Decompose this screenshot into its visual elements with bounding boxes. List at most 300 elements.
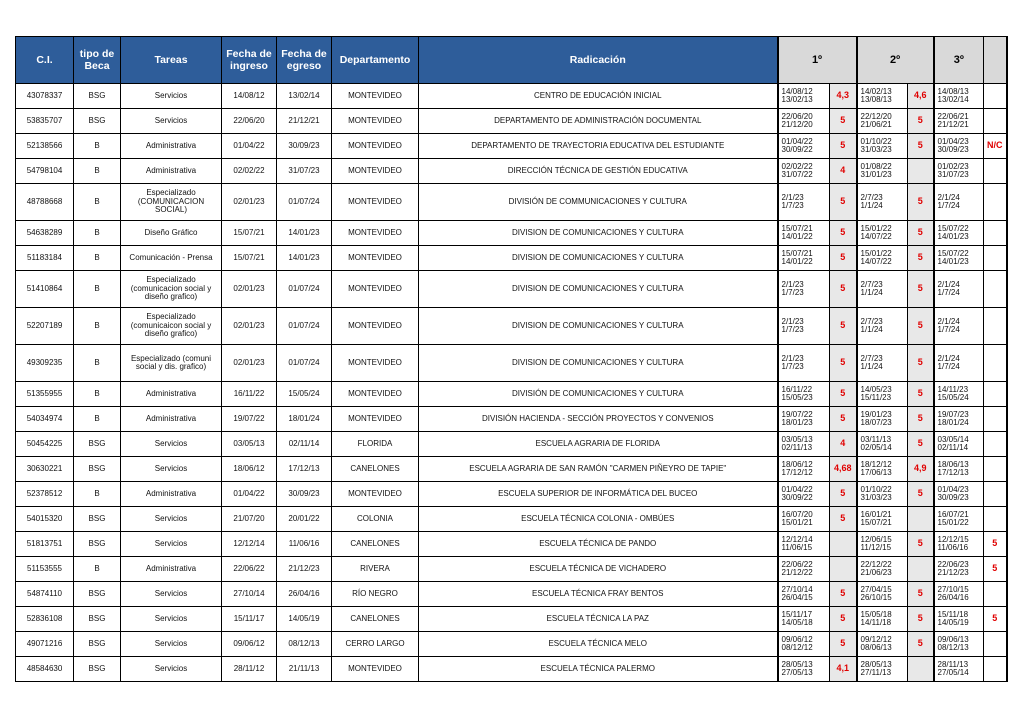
header-period-3: 3º [934, 37, 984, 84]
period-3-score [984, 109, 1007, 134]
tipo-beca-cell: B [74, 184, 121, 221]
period-3-dates [934, 134, 984, 159]
period-start: 2/7/23 [860, 279, 883, 289]
ci-cell: 30630221 [16, 457, 74, 482]
departamento-cell: MONTEVIDEO [332, 482, 419, 507]
radicacion-cell: DIVISIÓN HACIENDA - SECCIÓN PROYECTOS Y CONVENIOS [419, 407, 778, 432]
period-2-score [908, 159, 934, 184]
tareas-cell: Administrativa [121, 557, 222, 582]
period-2-score [908, 657, 934, 682]
fecha-ingreso-cell: 22/06/22 [222, 557, 277, 582]
fecha-egreso-cell: 13/02/14 [277, 84, 332, 109]
period-end: 08/12/13 [937, 643, 969, 652]
tipo-beca-cell: B [74, 308, 121, 345]
period-end: 26/10/15 [860, 593, 892, 602]
period-3-dates [934, 507, 984, 532]
ci-cell: 52378512 [16, 482, 74, 507]
header-tareas: Tareas [121, 37, 222, 84]
period-3-score [984, 632, 1007, 657]
tareas-cell: Especializado (COMUNICACION SOCIAL) [121, 184, 222, 221]
period-start: 01/04/22 [781, 136, 813, 146]
period-1-dates [778, 221, 830, 246]
fecha-egreso-cell: 14/01/23 [277, 246, 332, 271]
period-2-score: 5 [908, 607, 934, 632]
period-2-dates [857, 557, 908, 582]
period-2-score: 5 [908, 382, 934, 407]
period-2-score [908, 507, 934, 532]
tareas-cell: Servicios [121, 457, 222, 482]
period-start: 15/11/18 [937, 609, 969, 619]
period-end: 1/7/23 [781, 325, 804, 334]
period-3-dates [934, 457, 984, 482]
table-row [16, 134, 1007, 159]
fecha-ingreso-cell: 02/02/22 [222, 159, 277, 184]
ci-cell: 54874110 [16, 582, 74, 607]
period-1-score: 5 [830, 632, 857, 657]
period-2-dates [857, 308, 908, 345]
period-start: 22/06/22 [781, 559, 813, 569]
tipo-beca-cell: BSG [74, 582, 121, 607]
period-start: 18/06/13 [937, 459, 969, 469]
period-3-dates [934, 632, 984, 657]
departamento-cell: CANELONES [332, 607, 419, 632]
period-end: 14/07/22 [860, 232, 892, 241]
period-start: 22/06/23 [937, 559, 969, 569]
tipo-beca-cell: B [74, 221, 121, 246]
period-end: 11/06/15 [781, 543, 813, 552]
fecha-egreso-cell: 01/07/24 [277, 308, 332, 345]
period-start: 12/06/15 [860, 534, 892, 544]
period-2-score [908, 557, 934, 582]
period-1-score: 4 [830, 159, 857, 184]
period-1-dates [778, 184, 830, 221]
period-1-score: 5 [830, 109, 857, 134]
fecha-egreso-cell: 01/07/24 [277, 184, 332, 221]
ci-cell: 51410864 [16, 271, 74, 308]
tipo-beca-cell: BSG [74, 657, 121, 682]
tareas-cell: Servicios [121, 632, 222, 657]
radicacion-cell: ESCUELA AGRARIA DE SAN RAMÓN "CARMEN PIÑEYRO DE TAPIE" [419, 457, 778, 482]
table-row [16, 507, 1007, 532]
fecha-ingreso-cell: 09/06/12 [222, 632, 277, 657]
tareas-cell: Servicios [121, 109, 222, 134]
period-3-dates [934, 657, 984, 682]
period-end: 21/12/22 [781, 568, 813, 577]
period-start: 28/05/13 [860, 659, 892, 669]
departamento-cell: RIVERA [332, 557, 419, 582]
departamento-cell: RÍO NEGRO [332, 582, 419, 607]
table-row [16, 482, 1007, 507]
departamento-cell: COLONIA [332, 507, 419, 532]
period-end: 21/06/23 [860, 568, 892, 577]
period-end: 14/01/23 [937, 232, 969, 241]
ci-cell: 51355955 [16, 382, 74, 407]
fecha-egreso-cell: 02/11/14 [277, 432, 332, 457]
period-start: 09/06/12 [781, 634, 813, 644]
tareas-cell: Servicios [121, 507, 222, 532]
tipo-beca-cell: BSG [74, 432, 121, 457]
ci-cell: 43078337 [16, 84, 74, 109]
table-row [16, 432, 1007, 457]
period-end: 11/06/16 [937, 543, 969, 552]
becas-table [15, 36, 1008, 682]
period-1-dates [778, 607, 830, 632]
period-3-dates [934, 407, 984, 432]
ci-cell: 53835707 [16, 109, 74, 134]
tipo-beca-cell: B [74, 246, 121, 271]
period-start: 02/02/22 [781, 161, 813, 171]
period-end: 13/02/13 [781, 95, 813, 104]
period-1-score: 5 [830, 582, 857, 607]
tipo-beca-cell: B [74, 557, 121, 582]
ci-cell: 48584630 [16, 657, 74, 682]
tareas-cell: Servicios [121, 532, 222, 557]
period-end: 31/03/23 [860, 493, 892, 502]
period-1-dates [778, 84, 830, 109]
tipo-beca-cell: BSG [74, 607, 121, 632]
period-start: 15/07/21 [781, 248, 813, 258]
header-period-1: 1º [778, 37, 857, 84]
departamento-cell: MONTEVIDEO [332, 382, 419, 407]
period-end: 31/07/23 [937, 170, 969, 179]
period-end: 14/07/22 [860, 257, 892, 266]
radicacion-cell: ESCUELA TÉCNICA LA PAZ [419, 607, 778, 632]
period-2-score: 5 [908, 221, 934, 246]
period-end: 08/12/12 [781, 643, 813, 652]
radicacion-cell: ESCUELA TÉCNICA COLONIA - OMBÚES [419, 507, 778, 532]
period-end: 21/12/20 [781, 120, 813, 129]
period-start: 15/11/17 [781, 609, 813, 619]
fecha-ingreso-cell: 28/11/12 [222, 657, 277, 682]
period-end: 1/7/24 [937, 201, 960, 210]
departamento-cell: MONTEVIDEO [332, 308, 419, 345]
tipo-beca-cell: BSG [74, 507, 121, 532]
table-row [16, 271, 1007, 308]
table-row [16, 184, 1007, 221]
period-2-score: 5 [908, 134, 934, 159]
period-end: 27/05/13 [781, 668, 813, 677]
fecha-ingreso-cell: 15/07/21 [222, 221, 277, 246]
period-3-score [984, 457, 1007, 482]
period-start: 18/12/12 [860, 459, 892, 469]
departamento-cell: CANELONES [332, 532, 419, 557]
period-2-dates [857, 507, 908, 532]
fecha-egreso-cell: 08/12/13 [277, 632, 332, 657]
period-end: 14/11/18 [860, 618, 892, 627]
fecha-egreso-cell: 21/12/21 [277, 109, 332, 134]
period-end: 14/01/23 [937, 257, 969, 266]
tipo-beca-cell: B [74, 271, 121, 308]
period-end: 02/05/14 [860, 443, 892, 452]
period-end: 18/01/23 [781, 418, 813, 427]
fecha-egreso-cell: 17/12/13 [277, 457, 332, 482]
period-start: 01/08/22 [860, 161, 892, 171]
period-1-score [830, 532, 857, 557]
period-1-dates [778, 532, 830, 557]
period-1-score: 5 [830, 482, 857, 507]
fecha-ingreso-cell: 02/01/23 [222, 184, 277, 221]
period-end: 27/11/13 [860, 668, 892, 677]
fecha-egreso-cell: 30/09/23 [277, 134, 332, 159]
header-fecha-ingreso: Fecha de ingreso [222, 37, 277, 84]
fecha-ingreso-cell: 21/07/20 [222, 507, 277, 532]
ci-cell: 51153555 [16, 557, 74, 582]
period-start: 03/05/14 [937, 434, 969, 444]
tareas-cell: Servicios [121, 84, 222, 109]
departamento-cell: CANELONES [332, 457, 419, 482]
fecha-ingreso-cell: 02/01/23 [222, 308, 277, 345]
period-start: 2/1/23 [781, 353, 804, 363]
period-2-dates [857, 184, 908, 221]
period-start: 15/01/22 [860, 223, 892, 233]
period-start: 2/1/24 [937, 353, 960, 363]
fecha-ingreso-cell: 01/04/22 [222, 482, 277, 507]
period-3-dates [934, 271, 984, 308]
period-2-score: 5 [908, 532, 934, 557]
period-3-score: N/C [984, 134, 1007, 159]
radicacion-cell: DIVISION DE COMUNICACIONES Y CULTURA [419, 308, 778, 345]
period-2-dates [857, 457, 908, 482]
period-start: 12/12/14 [781, 534, 813, 544]
period-start: 2/1/23 [781, 279, 804, 289]
period-2-score: 5 [908, 246, 934, 271]
period-2-dates [857, 246, 908, 271]
fecha-ingreso-cell: 27/10/14 [222, 582, 277, 607]
period-3-score [984, 271, 1007, 308]
fecha-ingreso-cell: 16/11/22 [222, 382, 277, 407]
period-end: 15/01/22 [937, 518, 969, 527]
period-2-dates [857, 134, 908, 159]
period-2-dates [857, 271, 908, 308]
ci-cell: 54638289 [16, 221, 74, 246]
period-3-dates [934, 532, 984, 557]
tareas-cell: Servicios [121, 432, 222, 457]
period-start: 2/1/24 [937, 192, 960, 202]
period-start: 19/07/23 [937, 409, 969, 419]
period-3-dates [934, 382, 984, 407]
period-1-dates [778, 159, 830, 184]
departamento-cell: MONTEVIDEO [332, 271, 419, 308]
period-end: 13/08/13 [860, 95, 892, 104]
period-end: 14/05/19 [937, 618, 969, 627]
departamento-cell: MONTEVIDEO [332, 657, 419, 682]
table-row [16, 407, 1007, 432]
radicacion-cell: ESCUELA SUPERIOR DE INFORMÁTICA DEL BUCEO [419, 482, 778, 507]
period-start: 03/05/13 [781, 434, 813, 444]
period-end: 26/04/15 [781, 593, 813, 602]
fecha-egreso-cell: 18/01/24 [277, 407, 332, 432]
period-3-score [984, 582, 1007, 607]
tareas-cell: Administrativa [121, 382, 222, 407]
fecha-egreso-cell: 26/04/16 [277, 582, 332, 607]
period-start: 16/01/21 [860, 509, 892, 519]
period-3-score [984, 159, 1007, 184]
period-3-dates [934, 221, 984, 246]
period-end: 08/06/13 [860, 643, 892, 652]
fecha-egreso-cell: 15/05/24 [277, 382, 332, 407]
period-end: 1/1/24 [860, 201, 883, 210]
period-2-dates [857, 159, 908, 184]
period-start: 03/11/13 [860, 434, 892, 444]
period-end: 1/7/24 [937, 288, 960, 297]
ci-cell: 54798104 [16, 159, 74, 184]
period-end: 15/05/23 [781, 393, 813, 402]
ci-cell: 51183184 [16, 246, 74, 271]
tipo-beca-cell: BSG [74, 632, 121, 657]
table-row [16, 159, 1007, 184]
period-end: 17/12/12 [781, 468, 813, 477]
period-2-score: 4,9 [908, 457, 934, 482]
period-start: 16/07/21 [937, 509, 969, 519]
period-start: 2/7/23 [860, 353, 883, 363]
period-end: 13/02/14 [937, 95, 969, 104]
fecha-ingreso-cell: 19/07/22 [222, 407, 277, 432]
table-row [16, 109, 1007, 134]
period-end: 30/09/23 [937, 493, 969, 502]
period-end: 1/7/23 [781, 362, 804, 371]
period-end: 1/1/24 [860, 325, 883, 334]
header-ci: C.I. [16, 37, 74, 84]
departamento-cell: MONTEVIDEO [332, 184, 419, 221]
ci-cell: 54015320 [16, 507, 74, 532]
departamento-cell: MONTEVIDEO [332, 84, 419, 109]
period-3-score [984, 345, 1007, 382]
fecha-egreso-cell: 14/01/23 [277, 221, 332, 246]
period-2-dates [857, 607, 908, 632]
period-1-dates [778, 109, 830, 134]
period-2-score: 5 [908, 407, 934, 432]
tipo-beca-cell: B [74, 407, 121, 432]
period-1-score: 4,3 [830, 84, 857, 109]
period-1-dates [778, 657, 830, 682]
period-2-dates [857, 382, 908, 407]
period-3-dates [934, 159, 984, 184]
period-start: 01/10/22 [860, 136, 892, 146]
table-row [16, 345, 1007, 382]
period-end: 21/12/23 [937, 568, 969, 577]
fecha-egreso-cell: 20/01/22 [277, 507, 332, 532]
tareas-cell: Comunicación - Prensa [121, 246, 222, 271]
period-3-dates [934, 84, 984, 109]
period-1-dates [778, 345, 830, 382]
period-3-dates [934, 432, 984, 457]
fecha-ingreso-cell: 02/01/23 [222, 271, 277, 308]
departamento-cell: FLORIDA [332, 432, 419, 457]
table-row [16, 632, 1007, 657]
period-3-score [984, 432, 1007, 457]
radicacion-cell: ESCUELA TÉCNICA MELO [419, 632, 778, 657]
period-start: 15/07/22 [937, 248, 969, 258]
period-1-score: 5 [830, 308, 857, 345]
period-1-score: 5 [830, 382, 857, 407]
period-end: 30/09/23 [937, 145, 969, 154]
table-row [16, 607, 1007, 632]
ci-cell: 49309235 [16, 345, 74, 382]
departamento-cell: MONTEVIDEO [332, 109, 419, 134]
fecha-egreso-cell: 31/07/23 [277, 159, 332, 184]
tipo-beca-cell: B [74, 159, 121, 184]
period-start: 19/07/22 [781, 409, 813, 419]
period-3-dates [934, 109, 984, 134]
period-start: 2/1/24 [937, 316, 960, 326]
fecha-egreso-cell: 01/07/24 [277, 345, 332, 382]
period-end: 15/07/21 [860, 518, 892, 527]
period-start: 01/02/23 [937, 161, 969, 171]
period-end: 1/1/24 [860, 362, 883, 371]
tipo-beca-cell: B [74, 134, 121, 159]
period-end: 1/7/23 [781, 288, 804, 297]
period-1-score [830, 557, 857, 582]
period-start: 2/1/23 [781, 192, 804, 202]
period-start: 15/05/18 [860, 609, 892, 619]
fecha-ingreso-cell: 03/05/13 [222, 432, 277, 457]
departamento-cell: MONTEVIDEO [332, 246, 419, 271]
period-3-score [984, 382, 1007, 407]
header-period-2: 2º [857, 37, 934, 84]
period-2-score: 5 [908, 184, 934, 221]
period-end: 18/01/24 [937, 418, 969, 427]
period-end: 1/7/24 [937, 362, 960, 371]
period-3-score [984, 84, 1007, 109]
period-1-dates [778, 246, 830, 271]
period-2-score: 5 [908, 109, 934, 134]
period-3-score: 5 [984, 557, 1007, 582]
period-2-score: 5 [908, 632, 934, 657]
tipo-beca-cell: BSG [74, 84, 121, 109]
period-3-dates [934, 482, 984, 507]
period-start: 14/11/23 [937, 384, 969, 394]
period-1-dates [778, 457, 830, 482]
period-2-dates [857, 84, 908, 109]
tareas-cell: Diseño Gráfico [121, 221, 222, 246]
period-3-score [984, 657, 1007, 682]
period-1-dates [778, 134, 830, 159]
period-1-dates [778, 482, 830, 507]
period-3-score: 5 [984, 532, 1007, 557]
period-2-dates [857, 657, 908, 682]
period-3-dates [934, 308, 984, 345]
period-start: 2/1/24 [937, 279, 960, 289]
period-1-dates [778, 557, 830, 582]
period-start: 2/7/23 [860, 316, 883, 326]
period-start: 22/06/21 [937, 111, 969, 121]
radicacion-cell: ESCUELA TÉCNICA DE VICHADERO [419, 557, 778, 582]
radicacion-cell: ESCUELA TÉCNICA DE PANDO [419, 532, 778, 557]
fecha-ingreso-cell: 02/01/23 [222, 345, 277, 382]
table-row [16, 382, 1007, 407]
table-row [16, 84, 1007, 109]
period-start: 2/7/23 [860, 192, 883, 202]
period-3-dates [934, 345, 984, 382]
period-start: 09/06/13 [937, 634, 969, 644]
table-body [16, 84, 1007, 682]
period-start: 16/11/22 [781, 384, 813, 394]
period-end: 14/05/18 [781, 618, 813, 627]
radicacion-cell: DIVISION DE COMUNICACIONES Y CULTURA [419, 221, 778, 246]
header-row [16, 37, 1007, 84]
period-1-score: 5 [830, 134, 857, 159]
period-1-score: 5 [830, 507, 857, 532]
period-start: 2/1/23 [781, 316, 804, 326]
period-1-score: 5 [830, 271, 857, 308]
period-end: 1/1/24 [860, 288, 883, 297]
period-3-dates [934, 184, 984, 221]
period-1-dates [778, 632, 830, 657]
period-1-dates [778, 308, 830, 345]
period-start: 18/06/12 [781, 459, 813, 469]
period-start: 14/05/23 [860, 384, 892, 394]
tareas-cell: Especializado (comuni social y dis. grafico) [121, 345, 222, 382]
